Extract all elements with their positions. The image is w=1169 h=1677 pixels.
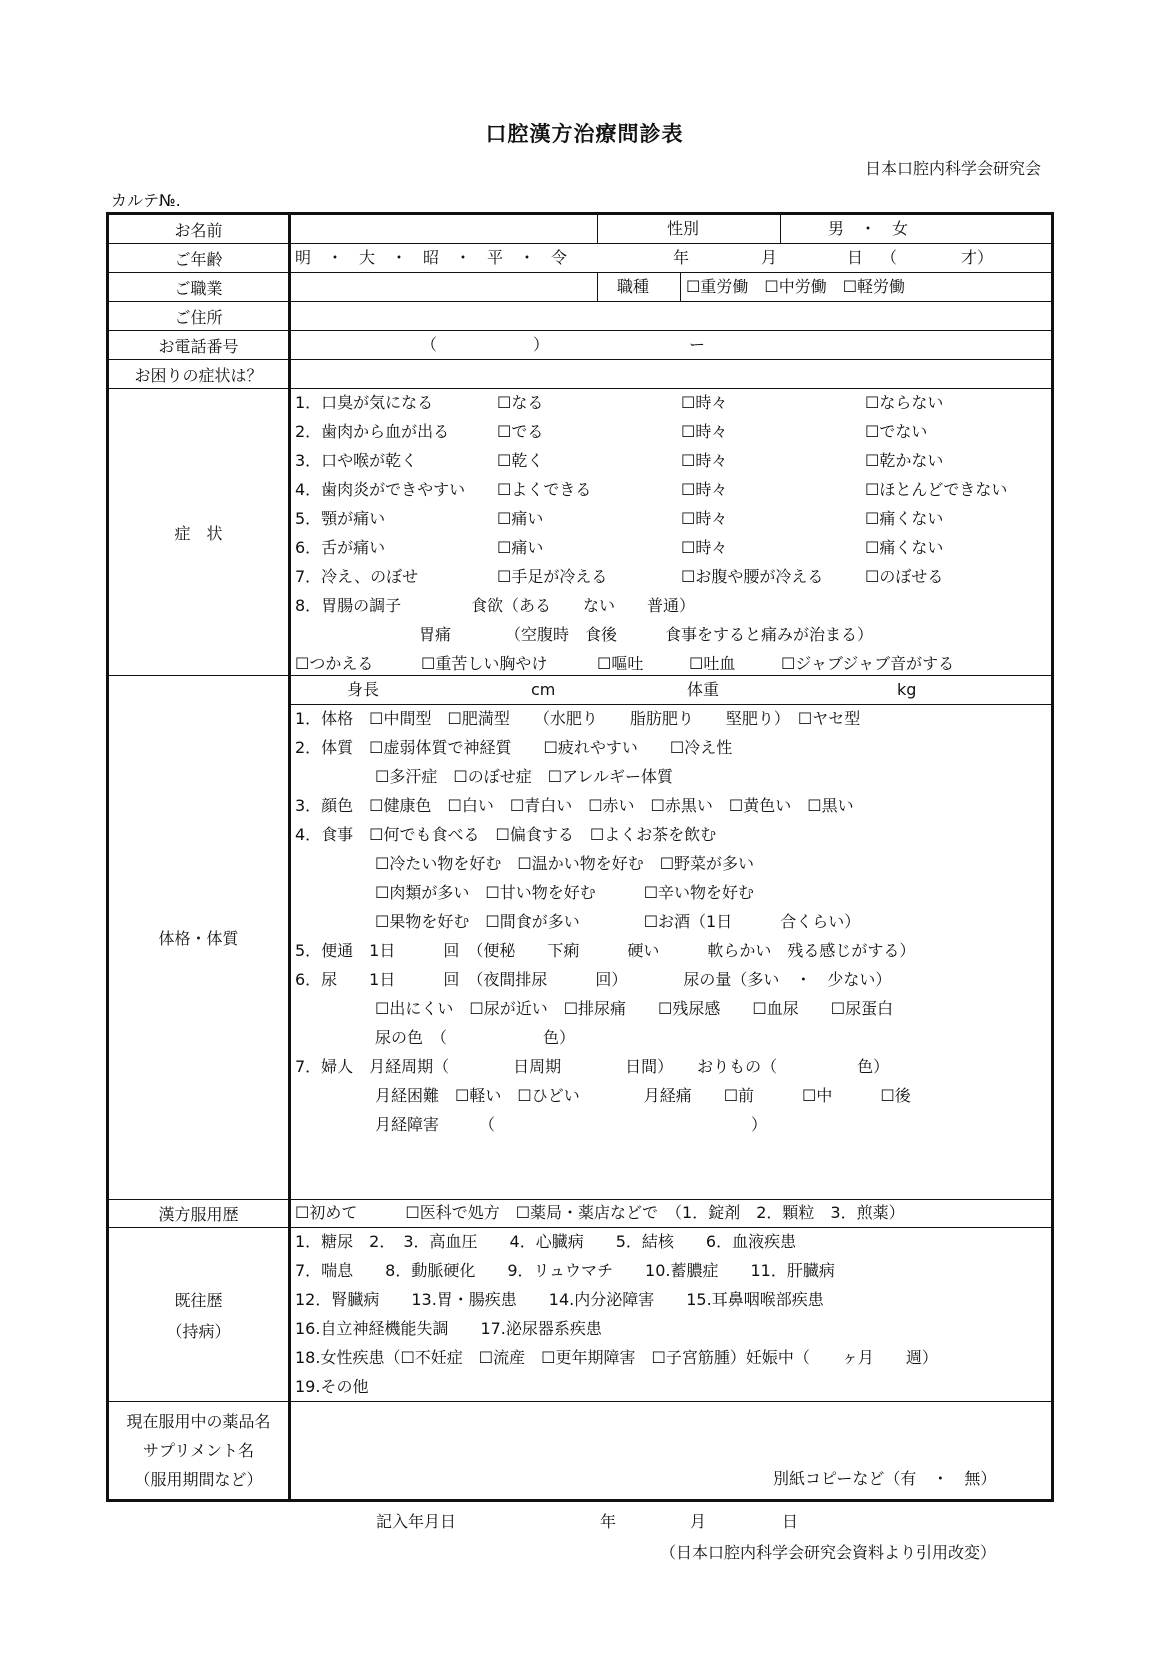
appetite-options[interactable]: 食欲（ある ない 普通） (471, 596, 696, 615)
physique-line[interactable]: 1．体格 ☐中間型 ☐肥満型 （水肥り 脂肪肥り 堅肥り） ☐ヤセ型 (295, 709, 861, 728)
medication-label-cell (109, 1402, 291, 1499)
symptom-option[interactable]: ☐痛くない (865, 509, 944, 528)
symptom-question: 6．舌が痛い (295, 538, 386, 557)
symptom-option[interactable]: ☐よくできる (497, 480, 592, 499)
weight-label: 体重 (687, 680, 720, 699)
physique-label: 体格・体質 (109, 676, 291, 1200)
symptom-question: 7．冷え、のぼせ (295, 567, 419, 586)
questionnaire-form (106, 212, 1054, 1502)
physique-line[interactable]: 5．便通 1日 回 （便秘 下痢 硬い 軟らかい 残る感じがする） (295, 941, 916, 960)
symptom-option[interactable]: ☐乾かない (865, 451, 944, 470)
symptom-question: 5．顎が痛い (295, 509, 386, 528)
height-label: 身長 (347, 680, 380, 699)
complaint-label: お困りの症状は？ (109, 360, 291, 389)
entry-month-label: 月 (690, 1512, 707, 1531)
stomach-pain-label: 胃痛 (419, 625, 452, 644)
physique-line[interactable]: 6．尿 1日 回 （夜間排尿 回） 尿の量（多い ・ 少ない） (295, 970, 892, 989)
name-label: お名前 (109, 215, 291, 244)
history-line[interactable]: 18.女性疾患（☐不妊症 ☐流産 ☐更年期障害 ☐子宮筋腫）妊娠中（ ヶ月 週） (295, 1348, 938, 1367)
divider (780, 215, 781, 243)
medical-history-section (291, 1228, 1051, 1402)
history-line[interactable]: 12．腎臓病 13.胃・腸疾患 14.内分泌障害 15.耳鼻咽喉部疾患 (295, 1290, 824, 1309)
symptom-option[interactable]: ☐のぼせる (865, 567, 944, 586)
symptom-option[interactable]: ☐時々 (681, 451, 728, 470)
divider (597, 273, 598, 301)
medical-history-label: 既往歴 (174, 1290, 223, 1310)
occupation-field[interactable] (291, 273, 597, 301)
symptom-option[interactable]: ☐痛い (497, 538, 544, 557)
name-field[interactable] (291, 215, 597, 243)
gut-checkbox[interactable]: ☐吐血 (689, 654, 736, 673)
gut-checkbox[interactable]: ☐重苦しい胸やけ (421, 654, 548, 673)
symptoms-section (291, 389, 1051, 676)
physique-line[interactable]: 月経障害 （ ） (295, 1115, 768, 1134)
supplement-label: サプリメント名 (142, 1441, 255, 1460)
history-line[interactable]: 7．喘息 8．動脈硬化 9．リュウマチ 10.蓄膿症 11．肝臓病 (295, 1261, 835, 1280)
symptom-option[interactable]: ☐時々 (681, 393, 728, 412)
symptom-option[interactable]: ☐でない (865, 422, 928, 441)
year-label: 年 (673, 248, 690, 267)
kampo-history-row (291, 1200, 1051, 1228)
medication-field[interactable] (291, 1402, 1051, 1499)
history-line[interactable]: 1．糖尿 2． 3．高血圧 4．心臓病 5．結核 6．血液疾患 (295, 1232, 797, 1251)
symptom-option[interactable]: ☐痛くない (865, 538, 944, 557)
age-row (291, 244, 1051, 273)
symptom-option[interactable]: ☐時々 (681, 509, 728, 528)
symptom-option[interactable]: ☐でる (497, 422, 544, 441)
medical-history-sublabel: （持病） (166, 1321, 231, 1341)
gut-checkbox[interactable]: ☐つかえる (295, 654, 374, 673)
physique-line[interactable]: 2．体質 ☐虚弱体質で神経質 ☐疲れやすい ☐冷え性 (295, 738, 733, 757)
physique-section (291, 676, 1051, 1200)
age-years-field[interactable]: （ 才） (881, 248, 994, 267)
symptom-option[interactable]: ☐なる (497, 393, 544, 412)
kampo-history-options[interactable]: ☐初めて ☐医科で処方 ☐薬局・薬店などで （1．錠剤 2．顆粒 3．煎薬） (295, 1203, 905, 1222)
occupation-label: ご職業 (109, 273, 291, 302)
divider (597, 215, 598, 243)
kampo-history-label: 漢方服用歴 (109, 1200, 291, 1228)
month-label: 月 (761, 248, 778, 267)
sex-options[interactable]: 男 ・ 女 (828, 219, 909, 238)
chart-number-label: カルテ№. (111, 191, 181, 210)
physique-line[interactable]: ☐果物を好む ☐間食が多い ☐お酒（1日 合くらい） (295, 912, 861, 931)
medical-history-label-cell (109, 1228, 291, 1402)
medication-label: 現在服用中の薬品名 (126, 1412, 271, 1431)
address-label: ご住所 (109, 302, 291, 331)
symptoms-label: 症 状 (109, 389, 291, 676)
entry-date-label: 記入年月日 (376, 1512, 457, 1531)
physique-line[interactable]: ☐冷たい物を好む ☐温かい物を好む ☐野菜が多い (295, 854, 755, 873)
symptom-option[interactable]: ☐時々 (681, 538, 728, 557)
organization-name: 日本口腔内科学会研究会 (864, 159, 1041, 178)
history-line[interactable]: 16.自立神経機能失調 17.泌尿器系疾患 (295, 1319, 602, 1338)
phone-field[interactable] (291, 331, 1051, 360)
symptom-option[interactable]: ☐ならない (865, 393, 944, 412)
symptom-option[interactable]: ☐時々 (681, 480, 728, 499)
sex-label: 性別 (667, 219, 700, 238)
name-row (291, 215, 1051, 244)
stomach-pain-options[interactable]: （空腹時 食後 食事をすると痛みが治まる） (505, 625, 874, 644)
physique-line[interactable]: 7．婦人 月経周期（ 日周期 日間） おりもの（ 色） (295, 1057, 890, 1076)
physique-line[interactable]: 4．食事 ☐何でも食べる ☐偏食する ☐よくお茶を飲む (295, 825, 717, 844)
gut-checkbox[interactable]: ☐嘔吐 (597, 654, 644, 673)
day-label: 日 (847, 248, 864, 267)
weight-unit: kg (897, 680, 917, 699)
physique-line[interactable]: ☐多汗症 ☐のぼせ症 ☐アレルギー体質 (295, 767, 673, 786)
symptom-option[interactable]: ☐手足が冷える (497, 567, 608, 586)
physique-line[interactable]: ☐肉類が多い ☐甘い物を好む ☐辛い物を好む (295, 883, 755, 902)
physique-line[interactable]: 尿の色 （ 色） (295, 1028, 576, 1047)
physique-line[interactable]: 3．顔色 ☐健康色 ☐白い ☐青白い ☐赤い ☐赤黒い ☐黄色い ☐黒い (295, 796, 854, 815)
phone-dash: ー (689, 335, 706, 354)
gut-checkbox[interactable]: ☐ジャブジャブ音がする (781, 654, 955, 673)
physique-line[interactable]: 月経困難 ☐軽い ☐ひどい 月経痛 ☐前 ☐中 ☐後 (295, 1086, 911, 1105)
symptom-option[interactable]: ☐痛い (497, 509, 544, 528)
gut-question: 8．胃腸の調子 (295, 596, 402, 615)
physique-line[interactable]: ☐出にくい ☐尿が近い ☐排尿痛 ☐残尿感 ☐血尿 ☐尿蛋白 (295, 999, 894, 1018)
era-options[interactable]: 明 ・ 大 ・ 昭 ・ 平 ・ 令 (295, 248, 568, 267)
occupation-row (291, 273, 1051, 302)
attachment-copy-options[interactable]: 別紙コピーなど（有 ・ 無） (773, 1469, 997, 1488)
source-citation: （日本口腔内科学会研究会資料より引用改変） (660, 1543, 997, 1562)
symptom-question: 2．歯肉から血が出る (295, 422, 450, 441)
symptom-option[interactable]: ☐乾く (497, 451, 544, 470)
complaint-field[interactable] (291, 360, 1051, 389)
symptom-question: 3．口や喉が乾く (295, 451, 418, 470)
symptom-option[interactable]: ☐ほとんどできない (865, 480, 1008, 499)
symptom-option[interactable]: ☐時々 (681, 422, 728, 441)
phone-area-code: （ ） (421, 335, 550, 354)
symptom-option[interactable]: ☐お腹や腰が冷える (681, 567, 824, 586)
age-label: ご年齢 (109, 244, 291, 273)
labor-type-checkboxes[interactable]: ☐重労働 ☐中労働 ☐軽労働 (686, 277, 906, 296)
divider (680, 273, 681, 301)
address-field[interactable] (291, 302, 1051, 331)
symptom-question: 4．歯肉炎ができやすい (295, 480, 466, 499)
symptom-question: 1．口臭が気になる (295, 393, 434, 412)
phone-label: お電話番号 (109, 331, 291, 360)
height-unit: cm (531, 680, 556, 699)
duration-label: （服用期間など） (134, 1470, 263, 1489)
entry-day-label: 日 (782, 1512, 799, 1531)
history-line[interactable]: 19.その他 (295, 1377, 369, 1396)
entry-year-label: 年 (600, 1512, 617, 1531)
divider (291, 704, 1051, 705)
job-type-label: 職種 (617, 277, 650, 296)
form-title: 口腔漢方治療問診表 (485, 122, 684, 146)
